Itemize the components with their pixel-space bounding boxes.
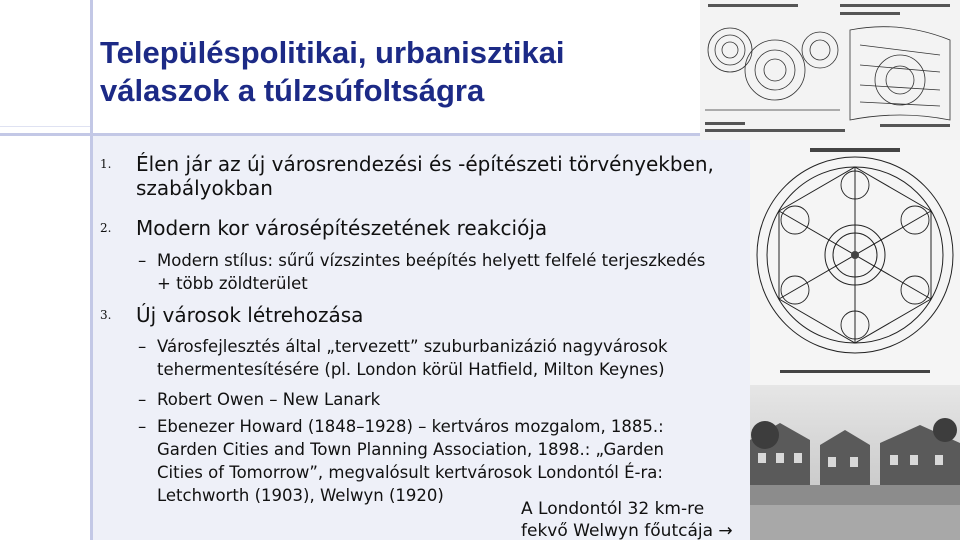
sub-text-line: Cities of Tomorrow”, megvalósult kertvárosok Londontól É-ra: [157, 463, 663, 482]
list-text: Új városok létrehozása [136, 303, 364, 327]
sub-text-line: tehermentesítésére (pl. London körül Hatfield, Milton Keynes) [157, 360, 665, 379]
caption-line: fekvő Welwyn főutcája → [521, 521, 733, 540]
list-number: 1. [100, 157, 112, 171]
slide-title [100, 34, 700, 110]
dash-bullet: – [138, 251, 147, 270]
dash-bullet: – [138, 337, 147, 356]
list-number: 3. [100, 308, 112, 322]
sub-text-line: Ebenezer Howard (1848–1928) – kertváros mozgalom, 1885.: [157, 417, 664, 436]
sub-text-line: Modern stílus: sűrű vízszintes beépítés helyett felfelé terjeszkedés [157, 251, 706, 270]
sub-text [157, 249, 757, 295]
welwyn-main-street-photo [750, 385, 960, 540]
caption-line: A Londontól 32 km-re [521, 499, 705, 519]
divider-short [0, 126, 90, 127]
group-of-cities-diagram [750, 140, 960, 385]
list-text-line: szabályokban [136, 176, 273, 200]
garden-city-concentric-diagram [700, 0, 960, 140]
sub-text: Robert Owen – New Lanark [157, 390, 381, 409]
dash-bullet: – [138, 390, 147, 409]
title-line-1: Településpolitikai, urbanisztikai [100, 35, 565, 70]
sub-text-line: Garden Cities and Town Planning Association, 1898.: „Garden [157, 440, 664, 459]
sub-text-line: + több zöldterület [157, 274, 308, 293]
list-number: 2. [100, 221, 112, 235]
sub-text [157, 335, 757, 381]
dash-bullet: – [138, 417, 147, 436]
photo-caption [521, 498, 761, 540]
vertical-accent-line [90, 0, 93, 540]
list-text-line: Élen jár az új városrendezési és -építészeti törvényekben, [136, 152, 714, 176]
horizontal-accent-line [0, 133, 760, 136]
sub-text-line: Letchworth (1903), Welwyn (1920) [157, 486, 444, 505]
sub-text-line: Városfejlesztés által „tervezett” szuburbanizázió nagyvárosok [157, 337, 668, 356]
list-text [136, 152, 776, 200]
list-text: Modern kor városépítészetének reakciója [136, 216, 548, 240]
title-line-2: válaszok a túlzsúfoltságra [100, 73, 485, 108]
sub-text [157, 415, 757, 507]
